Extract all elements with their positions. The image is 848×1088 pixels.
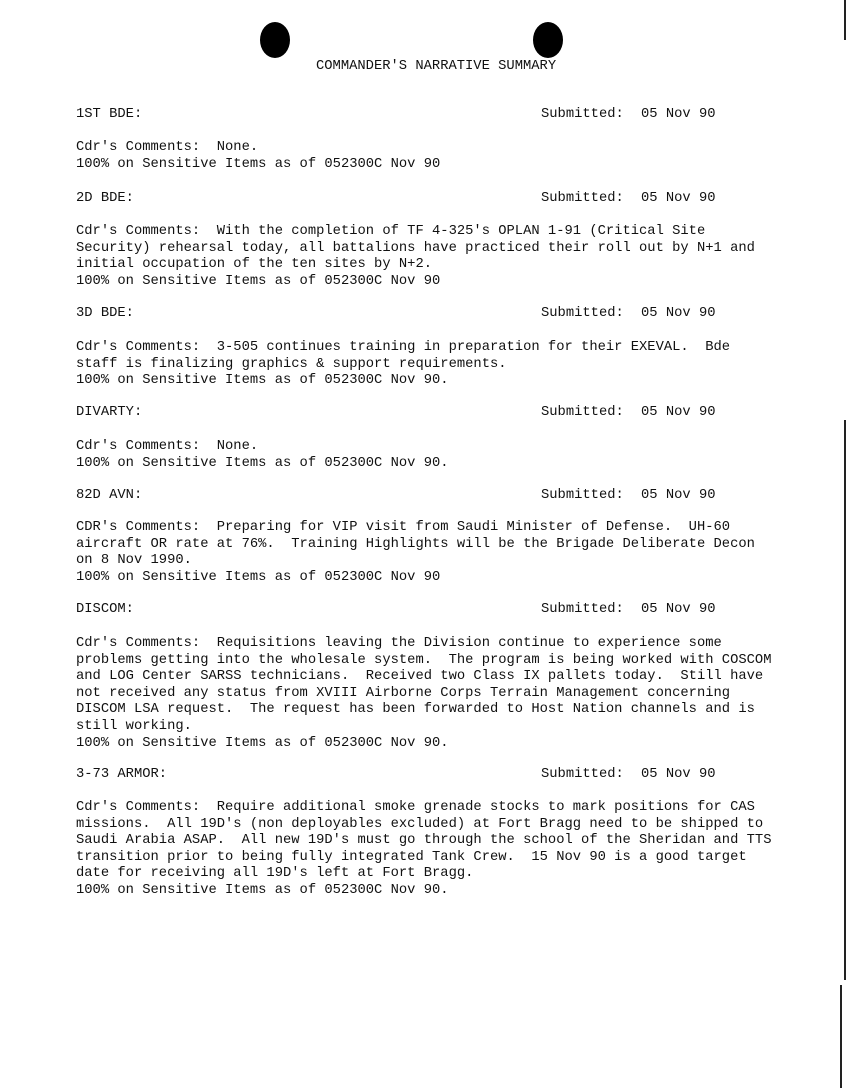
commander-comment-line: initial occupation of the ten sites by N+2. xyxy=(76,257,433,273)
page-edge xyxy=(840,985,842,1088)
unit-heading: 3D BDE: xyxy=(76,306,134,321)
sensitive-items-status: 100% on Sensitive Items as of 052300C Nov 90 xyxy=(76,156,441,172)
punch-hole-left xyxy=(260,22,290,58)
unit-heading: DIVARTY: xyxy=(76,405,143,420)
submitted-label: Submitted: xyxy=(541,191,624,206)
unit-heading: DISCOM: xyxy=(76,602,134,617)
page-edge xyxy=(844,420,846,980)
submitted-date: 05 Nov 90 xyxy=(641,306,716,321)
commander-comment-line: problems getting into the wholesale system. The program is being worked with COSCOM xyxy=(76,652,772,668)
unit-heading: 82D AVN: xyxy=(76,488,143,503)
submitted-date: 05 Nov 90 xyxy=(641,405,716,420)
document-title: COMMANDER'S NARRATIVE SUMMARY xyxy=(316,59,557,74)
sensitive-items-status: 100% on Sensitive Items as of 052300C Nov 90 xyxy=(76,569,441,585)
submitted-date: 05 Nov 90 xyxy=(641,107,716,122)
commander-comment-line: staff is finalizing graphics & support requirements. xyxy=(76,356,507,372)
commander-comment-line: Cdr's Comments: None. xyxy=(76,140,259,155)
submitted-date: 05 Nov 90 xyxy=(641,488,716,503)
submitted-date: 05 Nov 90 xyxy=(641,767,716,782)
page-edge xyxy=(844,0,846,40)
unit-heading: 3-73 ARMOR: xyxy=(76,767,168,782)
commander-comment-line: Cdr's Comments: 3-505 continues training in preparation for their EXEVAL. Bde xyxy=(76,340,731,355)
unit-heading: 2D BDE: xyxy=(76,191,134,206)
commander-comment-line: on 8 Nov 1990. xyxy=(76,553,192,569)
submitted-label: Submitted: xyxy=(541,107,624,122)
commander-comment-line: Cdr's Comments: With the completion of TF 4-325's OPLAN 1-91 (Critical Site xyxy=(76,224,706,239)
commander-comment-line: Cdr's Comments: Require additional smoke grenade stocks to mark positions for CAS xyxy=(76,800,755,815)
submitted-label: Submitted: xyxy=(541,306,624,321)
sensitive-items-status: 100% on Sensitive Items as of 052300C Nov 90. xyxy=(76,735,449,751)
submitted-label: Submitted: xyxy=(541,405,624,420)
punch-hole-right xyxy=(533,22,563,58)
sensitive-items-status: 100% on Sensitive Items as of 052300C Nov 90 xyxy=(76,273,441,289)
commander-comment-line: transition prior to being fully integrated Tank Crew. 15 Nov 90 is a good target xyxy=(76,849,747,865)
sensitive-items-status: 100% on Sensitive Items as of 052300C Nov 90. xyxy=(76,883,449,898)
commander-comment-line: aircraft OR rate at 76%. Training Highlights will be the Brigade Deliberate Decon xyxy=(76,536,755,552)
sensitive-items-status: 100% on Sensitive Items as of 052300C Nov 90. xyxy=(76,373,449,389)
unit-heading: 1ST BDE: xyxy=(76,107,143,122)
commander-comment-line: CDR's Comments: Preparing for VIP visit from Saudi Minister of Defense. UH-60 xyxy=(76,520,731,535)
commander-comment-line: DISCOM LSA request. The request has been forwarded to Host Nation channels and is xyxy=(76,702,755,718)
submitted-date: 05 Nov 90 xyxy=(641,602,716,617)
commander-comment-line: still working. xyxy=(76,719,192,734)
commander-comment-line: Cdr's Comments: Requisitions leaving the Division continue to experience some xyxy=(76,636,722,651)
commander-comment-line: Security) rehearsal today, all battalions have practiced their roll out by N+1 and xyxy=(76,240,755,256)
submitted-date: 05 Nov 90 xyxy=(641,191,716,206)
commander-comment-line: Cdr's Comments: None. xyxy=(76,439,259,454)
commander-comment-line: date for receiving all 19D's left at Fort Bragg. xyxy=(76,866,474,882)
submitted-label: Submitted: xyxy=(541,488,624,503)
submitted-label: Submitted: xyxy=(541,602,624,617)
submitted-label: Submitted: xyxy=(541,767,624,782)
commander-comment-line: missions. All 19D's (non deployables excluded) at Fort Bragg need to be shipped to xyxy=(76,816,764,832)
commander-comment-line: and LOG Center SARSS technicians. Received two Class IX pallets today. Still have xyxy=(76,669,764,685)
sensitive-items-status: 100% on Sensitive Items as of 052300C Nov 90. xyxy=(76,455,449,471)
commander-comment-line: Saudi Arabia ASAP. All new 19D's must go through the school of the Sheridan and TTS xyxy=(76,833,772,849)
commander-comment-line: not received any status from XVIII Airborne Corps Terrain Management concerning xyxy=(76,685,731,701)
